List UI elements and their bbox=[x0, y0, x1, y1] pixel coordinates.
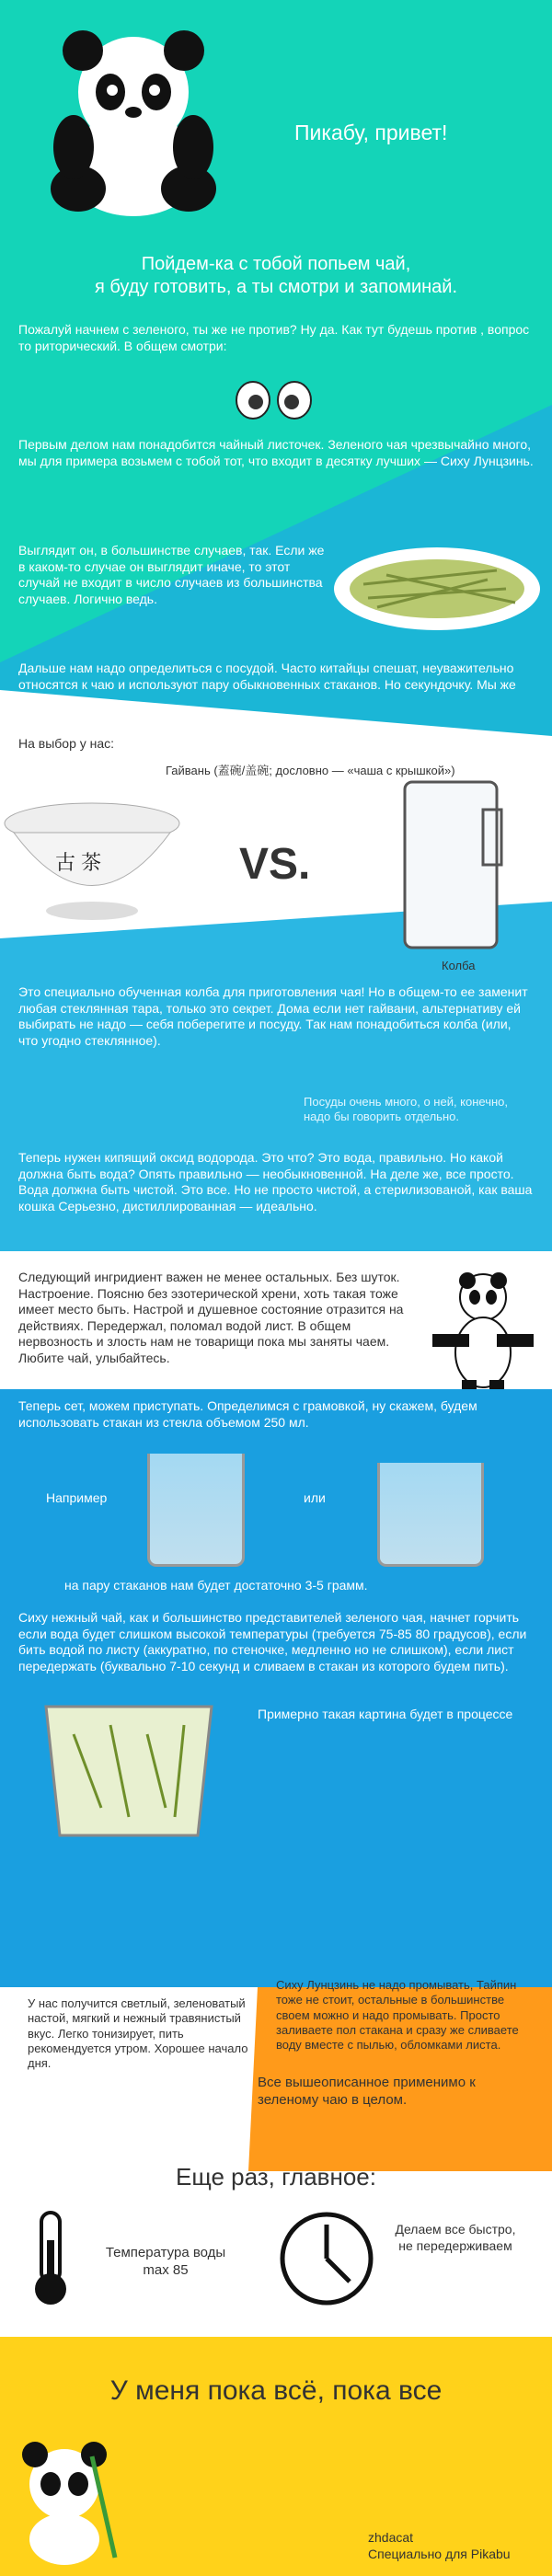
thermometer-icon bbox=[28, 2208, 74, 2309]
result-paragraph-1: Сиху Лунцзинь не надо промывать, Тайпин тоже не стоит, остальные в большинстве своем можно и надо промывать. Просто заливаете пол стакана и сразу же сливаете воду вместе с пылью, обломками листа. bbox=[276, 1978, 519, 2052]
aside-note: Белые. И глаза у нас больше, а впрочем о посуде. bbox=[368, 727, 530, 756]
gaiwan-label: Гайвань (蓋碗/盖碗; дословно — «чаша с крышкой») bbox=[166, 764, 455, 777]
summary-title: Еще раз, главное: bbox=[176, 2163, 376, 2191]
flask-image bbox=[396, 773, 506, 957]
fast-text: Делаем все быстро, не передерживаем bbox=[395, 2222, 516, 2253]
tea-leaves-image bbox=[331, 534, 543, 635]
temperature-text: Температура воды max 85 bbox=[105, 2245, 226, 2278]
credit-text: Специально для Pikabu bbox=[368, 2547, 511, 2561]
brew-paragraph-2: Сиху нежный чай, как и большинство представителей зеленого чая, начнет горчить если вода будет слишком высокой температуры (требуется 75-85 80 градусов), если бить водой по листу (аккуратно, по стеночке, медленно но не слишком), если лист передержать (буквально 7-10 секунд и сливаем в стакан из которого будем пить). bbox=[18, 1610, 527, 1673]
faceted-glass-image bbox=[147, 1454, 245, 1567]
gaiwan-image bbox=[0, 782, 184, 938]
subtitle-line2: я буду готовить, а ты смотри и запоминай. bbox=[94, 277, 458, 297]
summary-section bbox=[0, 2163, 552, 2337]
brew-section bbox=[0, 1389, 552, 1987]
panda-gun-icon bbox=[423, 1260, 543, 1408]
result-paragraph-2: У нас получится светлый, зеленоватый настой, мягкий и нежный травянистый вкус. Легко тонизирует, пить рекомендуется утром. Хорошее начало дня. bbox=[28, 1996, 248, 2070]
panda-icon bbox=[37, 18, 230, 221]
result-paragraph-3: Все вышеописанное применимо к зеленому чаю в целом. bbox=[258, 2075, 476, 2108]
flask-section bbox=[0, 975, 552, 1251]
greeting: Пикабу, привет! bbox=[294, 121, 448, 144]
eyes-icon bbox=[230, 380, 322, 421]
flask-label: Колба bbox=[442, 959, 476, 972]
intro-paragraph-4: Дальше нам надо определиться с посудой. Часто китайцы спешат, неуважительно относятся к чаю и используют пару обыкновенных стаканов. Но секундочку. Мы же выше. bbox=[18, 661, 516, 707]
mood-paragraph: Следующий ингридиент важен не менее остальных. Без шуток. Настроение. Поясню без эзотерической хрени, хоть такая тоже имеет место быть. Настрой и душевное состояние отразится на действиях. Передержал, поломал водой лист. В общем нервозность и злость нам не товарищи пока мы заняты чаем. Любите чай, улыбайтесь. bbox=[18, 1270, 404, 1365]
svg-text:古 茶: 古 茶 bbox=[55, 851, 102, 874]
panda-bamboo-icon bbox=[9, 2438, 129, 2567]
or-label: или bbox=[304, 1490, 326, 1505]
intro-paragraph-1: Пожалуй начнем с зеленого, ты же не против? Ну да. Как тут будешь против , вопрос то риторический. В общем смотри: bbox=[18, 322, 530, 353]
brewing-glass-image bbox=[37, 1697, 221, 1845]
choice-text: На выбор у нас: bbox=[18, 736, 115, 751]
intro-paragraph-3: Выглядит он, в большинстве случаев, так. Если же в каком-то случае он выглядит иначе, то этот случай не входит в число случаев из большинства случаев. Логично ведь. bbox=[18, 543, 325, 606]
intro-paragraph-2: Первым делом нам понадобится чайный листочек. Зеленого чая чрезвычайно много, мы для примера возьмем с тобой тот, что входит в десятку лучших — Сиху Лунцзинь. bbox=[18, 437, 534, 468]
flask-aside: Посуды очень много, о ней, конечно, надо бы говорить отдельно. bbox=[304, 1095, 509, 1124]
footer-section bbox=[0, 2337, 552, 2576]
picture-caption: Примерно такая картина будет в процессе bbox=[258, 1707, 513, 1721]
flask-paragraph-1: Это специально обученная колба для приготовления чая! Но в общем-то ее заменит любая стеклянная тара, только это секрет. Дома если нет гайвани, альтернативу ей выбирать не надо — себя поберегите и посуду. Так нам понадобиться колба (или, что угодно стеклянное). bbox=[18, 984, 528, 1048]
brew-paragraph-1: Теперь сет, можем приступать. Определимся с грамовкой, ну скажем, будем использовать стакан из стекла объемом 250 мл. bbox=[18, 1398, 477, 1430]
subtitle-line1: Пойдем-ка с тобой попьем чай, bbox=[141, 254, 411, 274]
vessel-content bbox=[0, 718, 552, 975]
goodbye-text: У меня пока всё, пока все bbox=[109, 2375, 443, 2406]
amount-text: на пару стаканов нам будет достаточно 3-5 грамм. bbox=[64, 1578, 368, 1593]
author-name: zhdacat bbox=[368, 2530, 414, 2545]
clock-icon bbox=[276, 2208, 377, 2309]
intro-section bbox=[0, 0, 552, 662]
flask-paragraph-2: Теперь нужен кипящий оксид водорода. Это что? Это вода, правильно. Но какой должна быть вода? Опять правильно — необыкновенной. На деле же, все просто. Вода должна быть чистой. Это все. Но не просто чистой, а стерилизованой, как ваша кошка Серьезно, дистиллированная — идеально. bbox=[18, 1150, 533, 1213]
example-label: Например bbox=[46, 1490, 108, 1505]
plain-glass-image bbox=[377, 1463, 484, 1567]
vs-label: VS. bbox=[239, 840, 311, 889]
result-section bbox=[0, 1978, 552, 2171]
